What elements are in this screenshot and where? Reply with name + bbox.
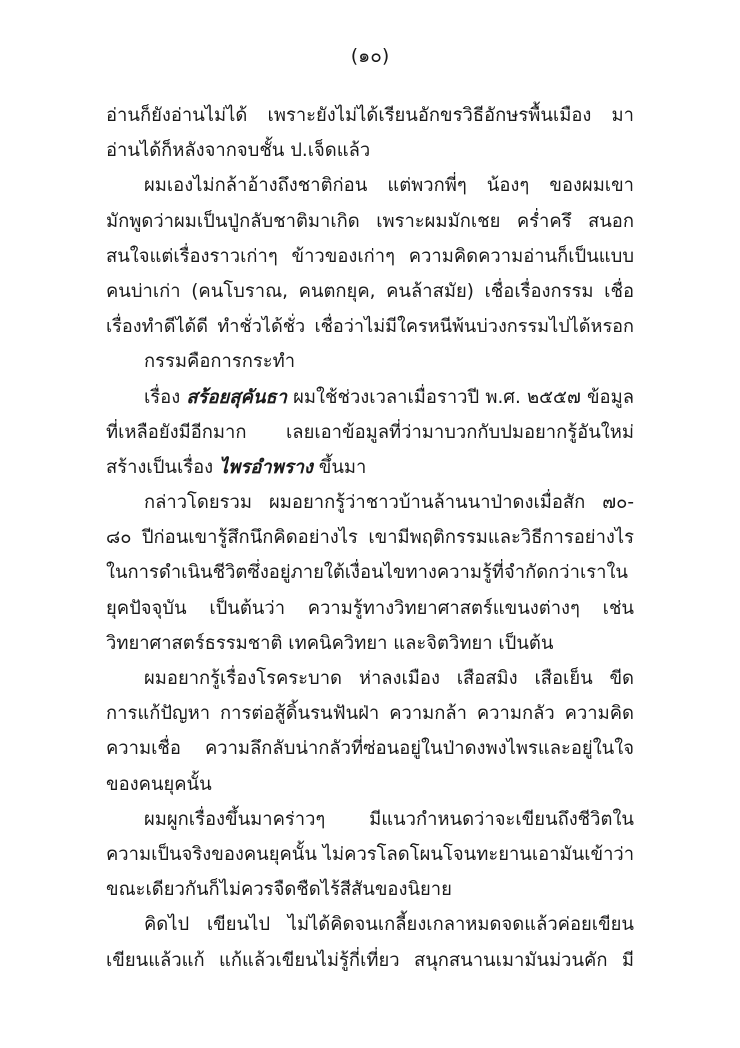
text-line: กรรมคือการกระทำ xyxy=(144,351,296,373)
text-line: ความเชื่อ ความลึกลับน่ากลัวที่ซ่อนอยู่ในป่าดงพงไพรและอยู่ในใจ xyxy=(106,738,634,760)
text-line: เขียนแล้วแก้ แก้แล้วเขียนไม่รู้กี่เที่ยว สนุกสนานเมามันม่วนคัก มี xyxy=(106,949,634,971)
text-line: ผมเองไม่กล้าอ้างถึงชาติก่อน แต่พวกพี่ๆ น้องๆ ของผมเขา xyxy=(144,175,634,197)
text-segment: ผมใช้ช่วงเวลาเมื่อราวปี พ.ศ. ๒๕๕๗ ข้อมูล xyxy=(286,386,634,408)
text-line: อ่านก็ยังอ่านไม่ได้ เพราะยังไม่ได้เรียนอักขรวิธีอักษรพื้นเมือง มา xyxy=(106,105,634,126)
text-line: ของคนยุคนั้น xyxy=(106,773,212,795)
text-line: เรื่องทำดีได้ดี ทำชั่วได้ชั่ว เชื่อว่าไม่มีใครหนีพ้นบ่วงกรรมไปได้หรอก xyxy=(106,316,634,338)
text-line: ผมผูกเรื่องขึ้นมาคร่าวๆ มีแนวกำหนดว่าจะเขียนถึงชีวิตใน xyxy=(144,808,634,830)
text-line: ขณะเดียวกันก็ไม่ควรจืดชืดไร้สีสันของนิยาย xyxy=(106,879,452,901)
text-line: คิดไป เขียนไป ไม่ได้คิดจนเกลี้ยงเกลาหมดจดแล้วค่อยเขียน xyxy=(144,914,634,936)
text-line: มักพูดว่าผมเป็นปู่กลับชาติมาเกิด เพราะผมมักเชย คร่ำครึ สนอก xyxy=(106,210,634,232)
text-segment: สร้างเป็นเรื่อง xyxy=(106,456,219,478)
text-line: อ่านได้ก็หลังจากจบชั้น ป.เจ็ดแล้ว xyxy=(106,140,371,162)
text-line: คนบ่าเก่า (คนโบราณ, คนตกยุค, คนล้าสมัย) เชื่อเรื่องกรรม เชื่อ xyxy=(106,280,634,302)
text-line: วิทยาศาสตร์ธรรมชาติ เทคนิควิทยา และจิตวิทยา เป็นต้น xyxy=(106,632,554,654)
text-line: ยุคปัจจุบัน เป็นต้นว่า ความรู้ทางวิทยาศาสตร์แขนงต่างๆ เช่น xyxy=(106,597,634,619)
text-line: ในการดำเนินชีวิตซึ่งอยู่ภายใต้เงื่อนไขทางความรู้ที่จำกัดกว่าเราใน xyxy=(106,562,628,584)
text-segment: ขึ้นมา xyxy=(312,456,367,478)
text-line: กล่าวโดยรวม ผมอยากรู้ว่าชาวบ้านล้านนาป่าดงเมื่อสัก ๗๐- xyxy=(144,492,634,514)
text-line: ความเป็นจริงของคนยุคนั้น ไม่ควรโลดโผนโจนทะยานเอามันเข้าว่า xyxy=(106,843,635,865)
text-line: ที่เหลือยังมีอีกมาก เลยเอาข้อมูลที่ว่ามาบวกกับปมอยากรู้อันใหม่ xyxy=(106,421,634,443)
body-text xyxy=(106,98,634,978)
text-line: สนใจแต่เรื่องราวเก่าๆ ข้าวของเก่าๆ ความคิดความอ่านก็เป็นแบบ xyxy=(106,245,634,267)
book-title-emphasis: สร้อยสุคันธา xyxy=(186,386,287,408)
text-line xyxy=(106,450,634,485)
text-segment: เรื่อง xyxy=(144,386,187,408)
book-title-emphasis: ไพรอำพราง xyxy=(218,456,313,478)
text-line: การแก้ปัญหา การต่อสู้ดิ้นรนฟันฝ่า ความกล้า ความกลัว ความคิด xyxy=(106,703,634,725)
text-line: ๘๐ ปีก่อนเขารู้สึกนึกคิดอย่างไร เขามีพฤติกรรมและวิธีการอย่างไร xyxy=(106,527,634,549)
text-line xyxy=(106,380,634,415)
page-number: (๑๐) xyxy=(350,45,390,67)
text-line: ผมอยากรู้เรื่องโรคระบาด ห่าลงเมือง เสือสมิง เสือเย็น ขีด xyxy=(144,668,634,689)
